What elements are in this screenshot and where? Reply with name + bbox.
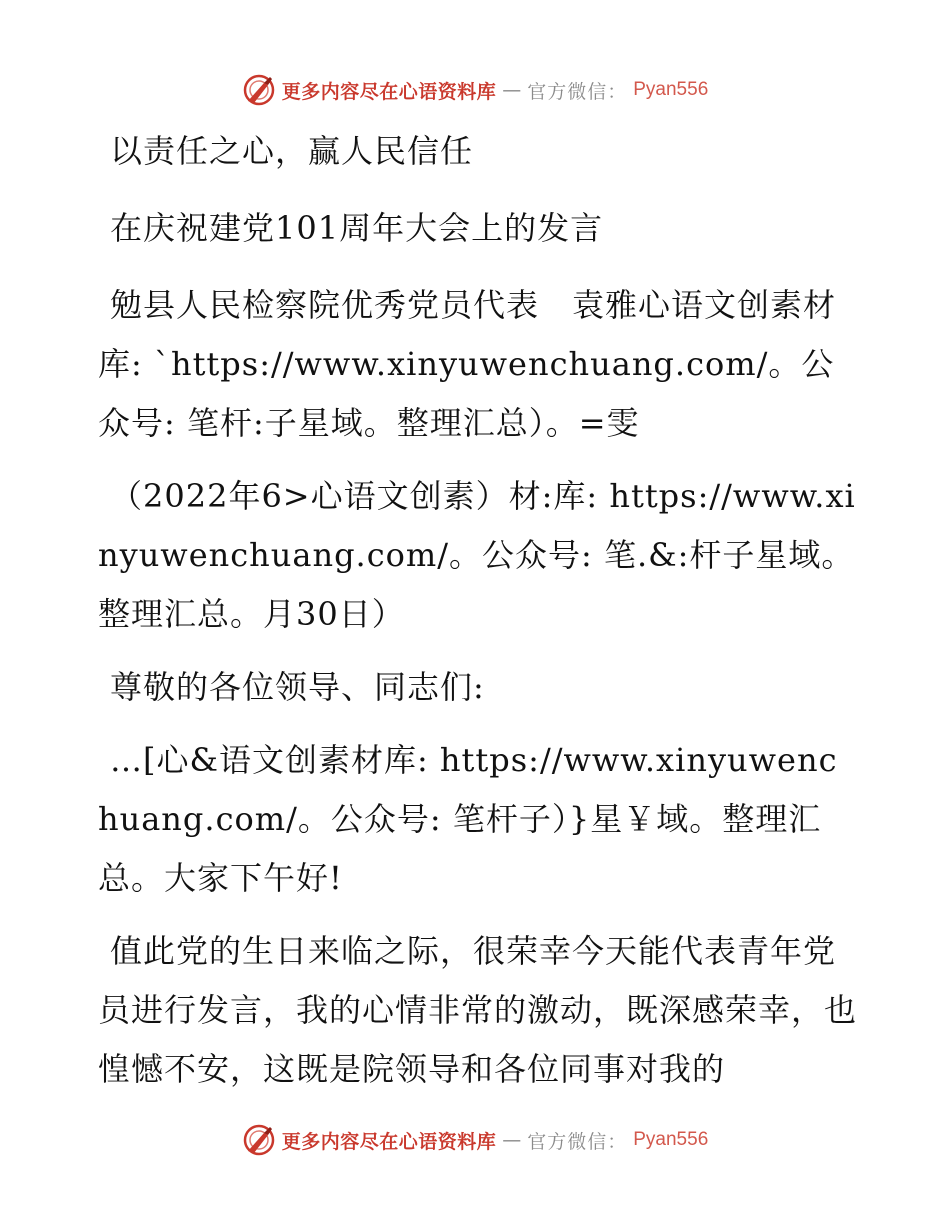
pen-logo-icon xyxy=(242,73,276,107)
footer-separator: — xyxy=(502,1129,522,1151)
document-subtitle: 在庆祝建党101周年大会上的发言 xyxy=(110,209,604,247)
footer-banner-content xyxy=(242,1123,709,1157)
header-banner-content xyxy=(242,73,709,107)
greeting: …[心&语文创素材库: https://www.xinyuwenchuang.com/。公众号: 笔杆子）}星￥域。整理汇总。大家下午好! xyxy=(98,741,838,897)
header-separator: — xyxy=(502,79,522,101)
document-title: 以责任之心，赢人民信任 xyxy=(110,132,474,170)
header-wechat-label: 官方微信： xyxy=(527,80,628,103)
header-wechat-id: Pyan556 xyxy=(633,79,709,100)
header-banner xyxy=(0,70,950,110)
footer-banner xyxy=(0,1120,950,1160)
salutation: 尊敬的各位领导、同志们: xyxy=(110,668,485,706)
footer-wechat-id: Pyan556 xyxy=(633,1129,709,1150)
footer-brand-text: 更多内容尽在心语资料库 xyxy=(281,1130,497,1153)
header-brand-text: 更多内容尽在心语资料库 xyxy=(281,80,497,103)
footer-wechat-label: 官方微信： xyxy=(527,1130,628,1153)
author-line: 勉县人民检察院优秀党员代表 袁雅心语文创素材库: `https://www.xinyuwenchuang.com/。公众号: 笔杆:子星域。整理汇总）。=雯 xyxy=(98,286,837,442)
pen-logo-icon xyxy=(242,1123,276,1157)
document-body xyxy=(98,122,858,1099)
body-paragraph: 值此党的生日来临之际，很荣幸今天能代表青年党员进行发言，我的心情非常的激动，既深感荣幸，也惶憾不安，这既是院领导和各位同事对我的 xyxy=(98,932,858,1088)
date-line: （2022年6>心语文创素）材:库: https://www.xinyuwenchuang.com/。公众号: 笔.&:杆子星域。整理汇总。月30日） xyxy=(98,477,856,633)
